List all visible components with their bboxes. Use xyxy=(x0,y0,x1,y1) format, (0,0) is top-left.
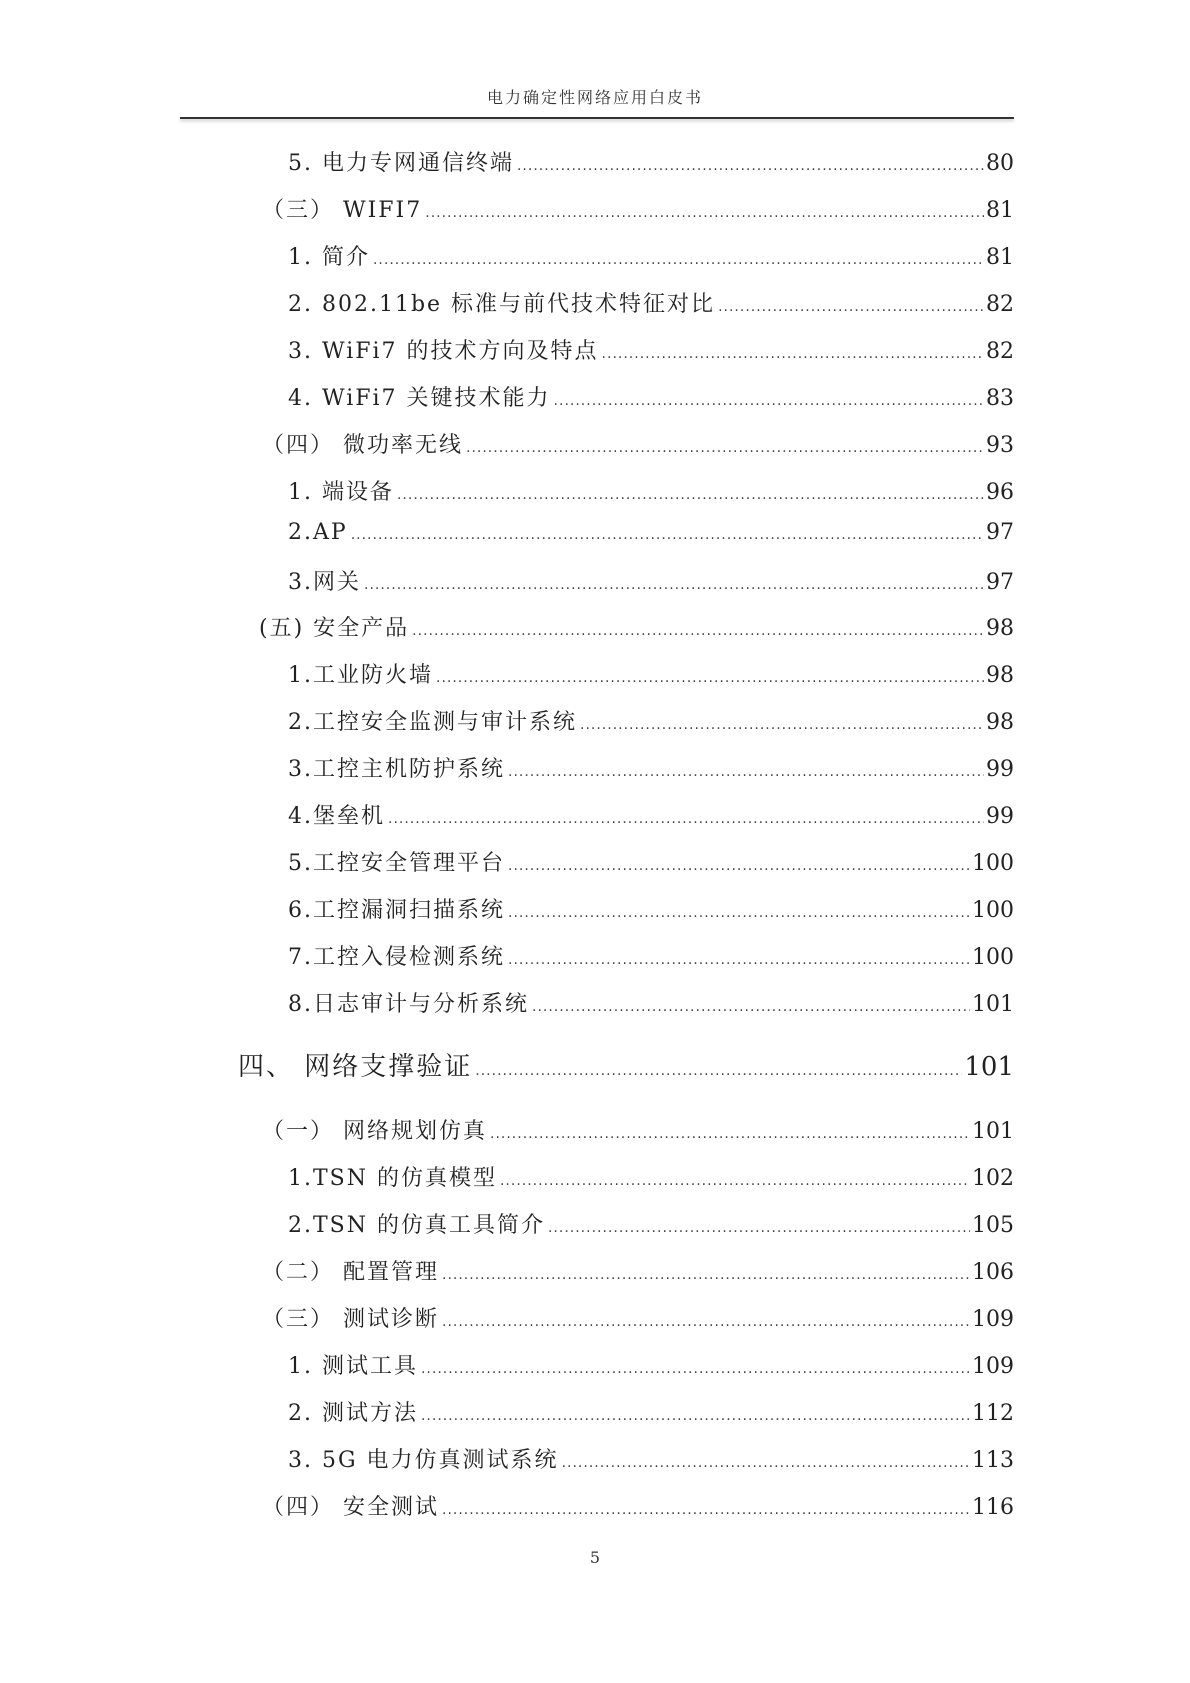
toc-entry[interactable] xyxy=(288,893,1014,924)
toc-entry-page: 101 xyxy=(964,1052,1014,1082)
toc-entry-label: 3.网关 xyxy=(288,570,361,595)
toc-entry-label: 2.工控安全监测与审计系统 xyxy=(288,710,577,735)
toc-entry-label: 5. 电力专网通信终端 xyxy=(288,151,514,176)
toc-leader-dots xyxy=(373,252,984,268)
toc-entry-label: （四） 安全测试 xyxy=(262,1495,439,1520)
toc-entry[interactable] xyxy=(262,1255,1014,1286)
toc-leader-dots xyxy=(442,1267,970,1283)
toc-entry-label: （二） 配置管理 xyxy=(262,1260,439,1285)
toc-entry-label: （三） 测试诊断 xyxy=(262,1307,439,1332)
toc-entry-page: 97 xyxy=(986,520,1014,545)
toc-leader-dots xyxy=(517,158,984,174)
toc-leader-dots xyxy=(508,905,970,921)
toc-entry-page: 98 xyxy=(986,663,1014,688)
toc-entry[interactable] xyxy=(288,1161,1014,1192)
toc-leader-dots xyxy=(602,346,984,362)
toc-entry-label: （三） WIFI7 xyxy=(262,198,423,223)
toc-entry-label: 4. WiFi7 关键技术能力 xyxy=(288,386,551,411)
toc-entry-label: 1.TSN 的仿真模型 xyxy=(288,1166,497,1191)
toc-entry-label: 3. WiFi7 的技术方向及特点 xyxy=(288,339,599,364)
toc-entry[interactable] xyxy=(288,1396,1014,1427)
toc-entry-page: 102 xyxy=(972,1166,1014,1191)
document-title: 电力确定性网络应用白皮书 xyxy=(486,88,703,107)
toc-leader-dots xyxy=(554,393,984,409)
toc-entry[interactable] xyxy=(288,381,1014,412)
toc-entry[interactable] xyxy=(288,334,1014,365)
toc-leader-dots xyxy=(421,1408,970,1424)
toc-entry[interactable] xyxy=(288,658,1014,689)
toc-entry-page: 96 xyxy=(986,480,1014,505)
toc-entry-label: 1. 测试工具 xyxy=(288,1354,418,1379)
toc-entry-label: 6.工控漏洞扫描系统 xyxy=(288,898,505,923)
toc-leader-dots xyxy=(364,577,984,593)
toc-entry[interactable] xyxy=(259,611,1014,642)
toc-entry-label: 1. 简介 xyxy=(288,245,370,270)
toc-entry-page: 93 xyxy=(986,433,1014,458)
toc-entry[interactable] xyxy=(288,799,1014,830)
toc-entry[interactable] xyxy=(288,1349,1014,1380)
toc-leader-dots xyxy=(718,299,984,315)
toc-leader-dots xyxy=(442,1314,970,1330)
toc-entry-label: (五) 安全产品 xyxy=(259,616,410,641)
toc-entry-page: 100 xyxy=(972,851,1014,876)
toc-entry-page: 109 xyxy=(972,1354,1014,1379)
toc-entry-page: 97 xyxy=(986,570,1014,595)
toc-entry-page: 100 xyxy=(972,898,1014,923)
toc-entry-label: 2.AP xyxy=(288,520,348,545)
toc-leader-dots xyxy=(351,527,984,543)
toc-entry-chapter[interactable] xyxy=(238,1046,1014,1083)
toc-entry[interactable] xyxy=(262,1490,1014,1521)
toc-leader-dots xyxy=(508,952,970,968)
toc-entry-label: 3.工控主机防护系统 xyxy=(288,757,505,782)
toc-entry-label: 7.工控入侵检测系统 xyxy=(288,945,505,970)
page-number: 5 xyxy=(589,1548,601,1567)
toc-entry-label: 5.工控安全管理平台 xyxy=(288,851,505,876)
toc-entry[interactable] xyxy=(288,1443,1014,1474)
toc-entry[interactable] xyxy=(288,940,1014,971)
toc-entry-label: 四、 网络支撑验证 xyxy=(238,1052,473,1082)
toc-entry-page: 83 xyxy=(986,386,1014,411)
toc-leader-dots xyxy=(532,999,970,1015)
toc-entry-page: 116 xyxy=(972,1495,1014,1520)
toc-entry-page: 101 xyxy=(972,1119,1014,1144)
toc-leader-dots xyxy=(562,1455,970,1471)
toc-leader-dots xyxy=(436,670,984,686)
toc-entry-page: 106 xyxy=(972,1260,1014,1285)
toc-entry[interactable] xyxy=(288,240,1014,271)
toc-entry[interactable] xyxy=(262,1114,1014,1145)
toc-entry[interactable] xyxy=(288,475,1014,506)
toc-leader-dots xyxy=(412,623,984,639)
toc-entry-label: 3. 5G 电力仿真测试系统 xyxy=(288,1448,559,1473)
toc-entry[interactable] xyxy=(288,565,1014,596)
toc-entry-label: （四） 微功率无线 xyxy=(262,433,463,458)
toc-entry-page: 99 xyxy=(986,804,1014,829)
toc-leader-dots xyxy=(508,764,984,780)
toc-entry-page: 82 xyxy=(986,339,1014,364)
toc-entry-page: 101 xyxy=(972,992,1014,1017)
toc-leader-dots xyxy=(500,1173,970,1189)
toc-entry-label: 2.TSN 的仿真工具简介 xyxy=(288,1213,545,1238)
toc-entry[interactable] xyxy=(288,705,1014,736)
toc-entry-page: 100 xyxy=(972,945,1014,970)
toc-entry[interactable] xyxy=(288,146,1014,177)
toc-leader-dots xyxy=(508,858,970,874)
toc-entry-page: 105 xyxy=(972,1213,1014,1238)
toc-entry-page: 82 xyxy=(986,292,1014,317)
toc-entry[interactable] xyxy=(288,520,1014,545)
toc-entry-label: 1. 端设备 xyxy=(288,480,394,505)
toc-leader-dots xyxy=(425,205,984,221)
toc-entry-page: 80 xyxy=(986,151,1014,176)
toc-entry-page: 109 xyxy=(972,1307,1014,1332)
toc-entry[interactable] xyxy=(262,428,1014,459)
toc-entry[interactable] xyxy=(262,1302,1014,1333)
toc-leader-dots xyxy=(442,1502,970,1518)
toc-leader-dots xyxy=(388,811,984,827)
toc-entry-label: 2. 测试方法 xyxy=(288,1401,418,1426)
toc-entry[interactable] xyxy=(262,193,1014,224)
toc-leader-dots xyxy=(397,487,984,503)
toc-entry-page: 98 xyxy=(986,616,1014,641)
toc-entry[interactable] xyxy=(288,846,1014,877)
toc-leader-dots xyxy=(490,1126,970,1142)
toc-leader-dots xyxy=(421,1361,970,1377)
toc-leader-dots xyxy=(466,440,984,456)
toc-entry-label: 8.日志审计与分析系统 xyxy=(288,992,529,1017)
toc-leader-dots xyxy=(548,1220,970,1236)
toc-entry[interactable] xyxy=(288,987,1014,1018)
toc-entry-page: 112 xyxy=(972,1401,1014,1426)
toc-entry-page: 81 xyxy=(986,245,1014,270)
toc-entry-page: 99 xyxy=(986,757,1014,782)
toc-entry-page: 113 xyxy=(972,1448,1014,1473)
toc-leader-dots xyxy=(475,1063,962,1079)
toc-entry-label: 4.堡垒机 xyxy=(288,804,385,829)
toc-entry[interactable] xyxy=(288,752,1014,783)
toc-entry[interactable] xyxy=(288,287,1014,318)
toc-entry-label: 1.工业防火墙 xyxy=(288,663,433,688)
toc-entry-page: 98 xyxy=(986,710,1014,735)
toc-entry-label: 2. 802.11be 标准与前代技术特征对比 xyxy=(288,292,716,317)
toc-entry[interactable] xyxy=(288,1208,1014,1239)
toc-entry-label: （一） 网络规划仿真 xyxy=(262,1119,487,1144)
toc-entry-page: 81 xyxy=(986,198,1014,223)
toc-leader-dots xyxy=(580,717,984,733)
